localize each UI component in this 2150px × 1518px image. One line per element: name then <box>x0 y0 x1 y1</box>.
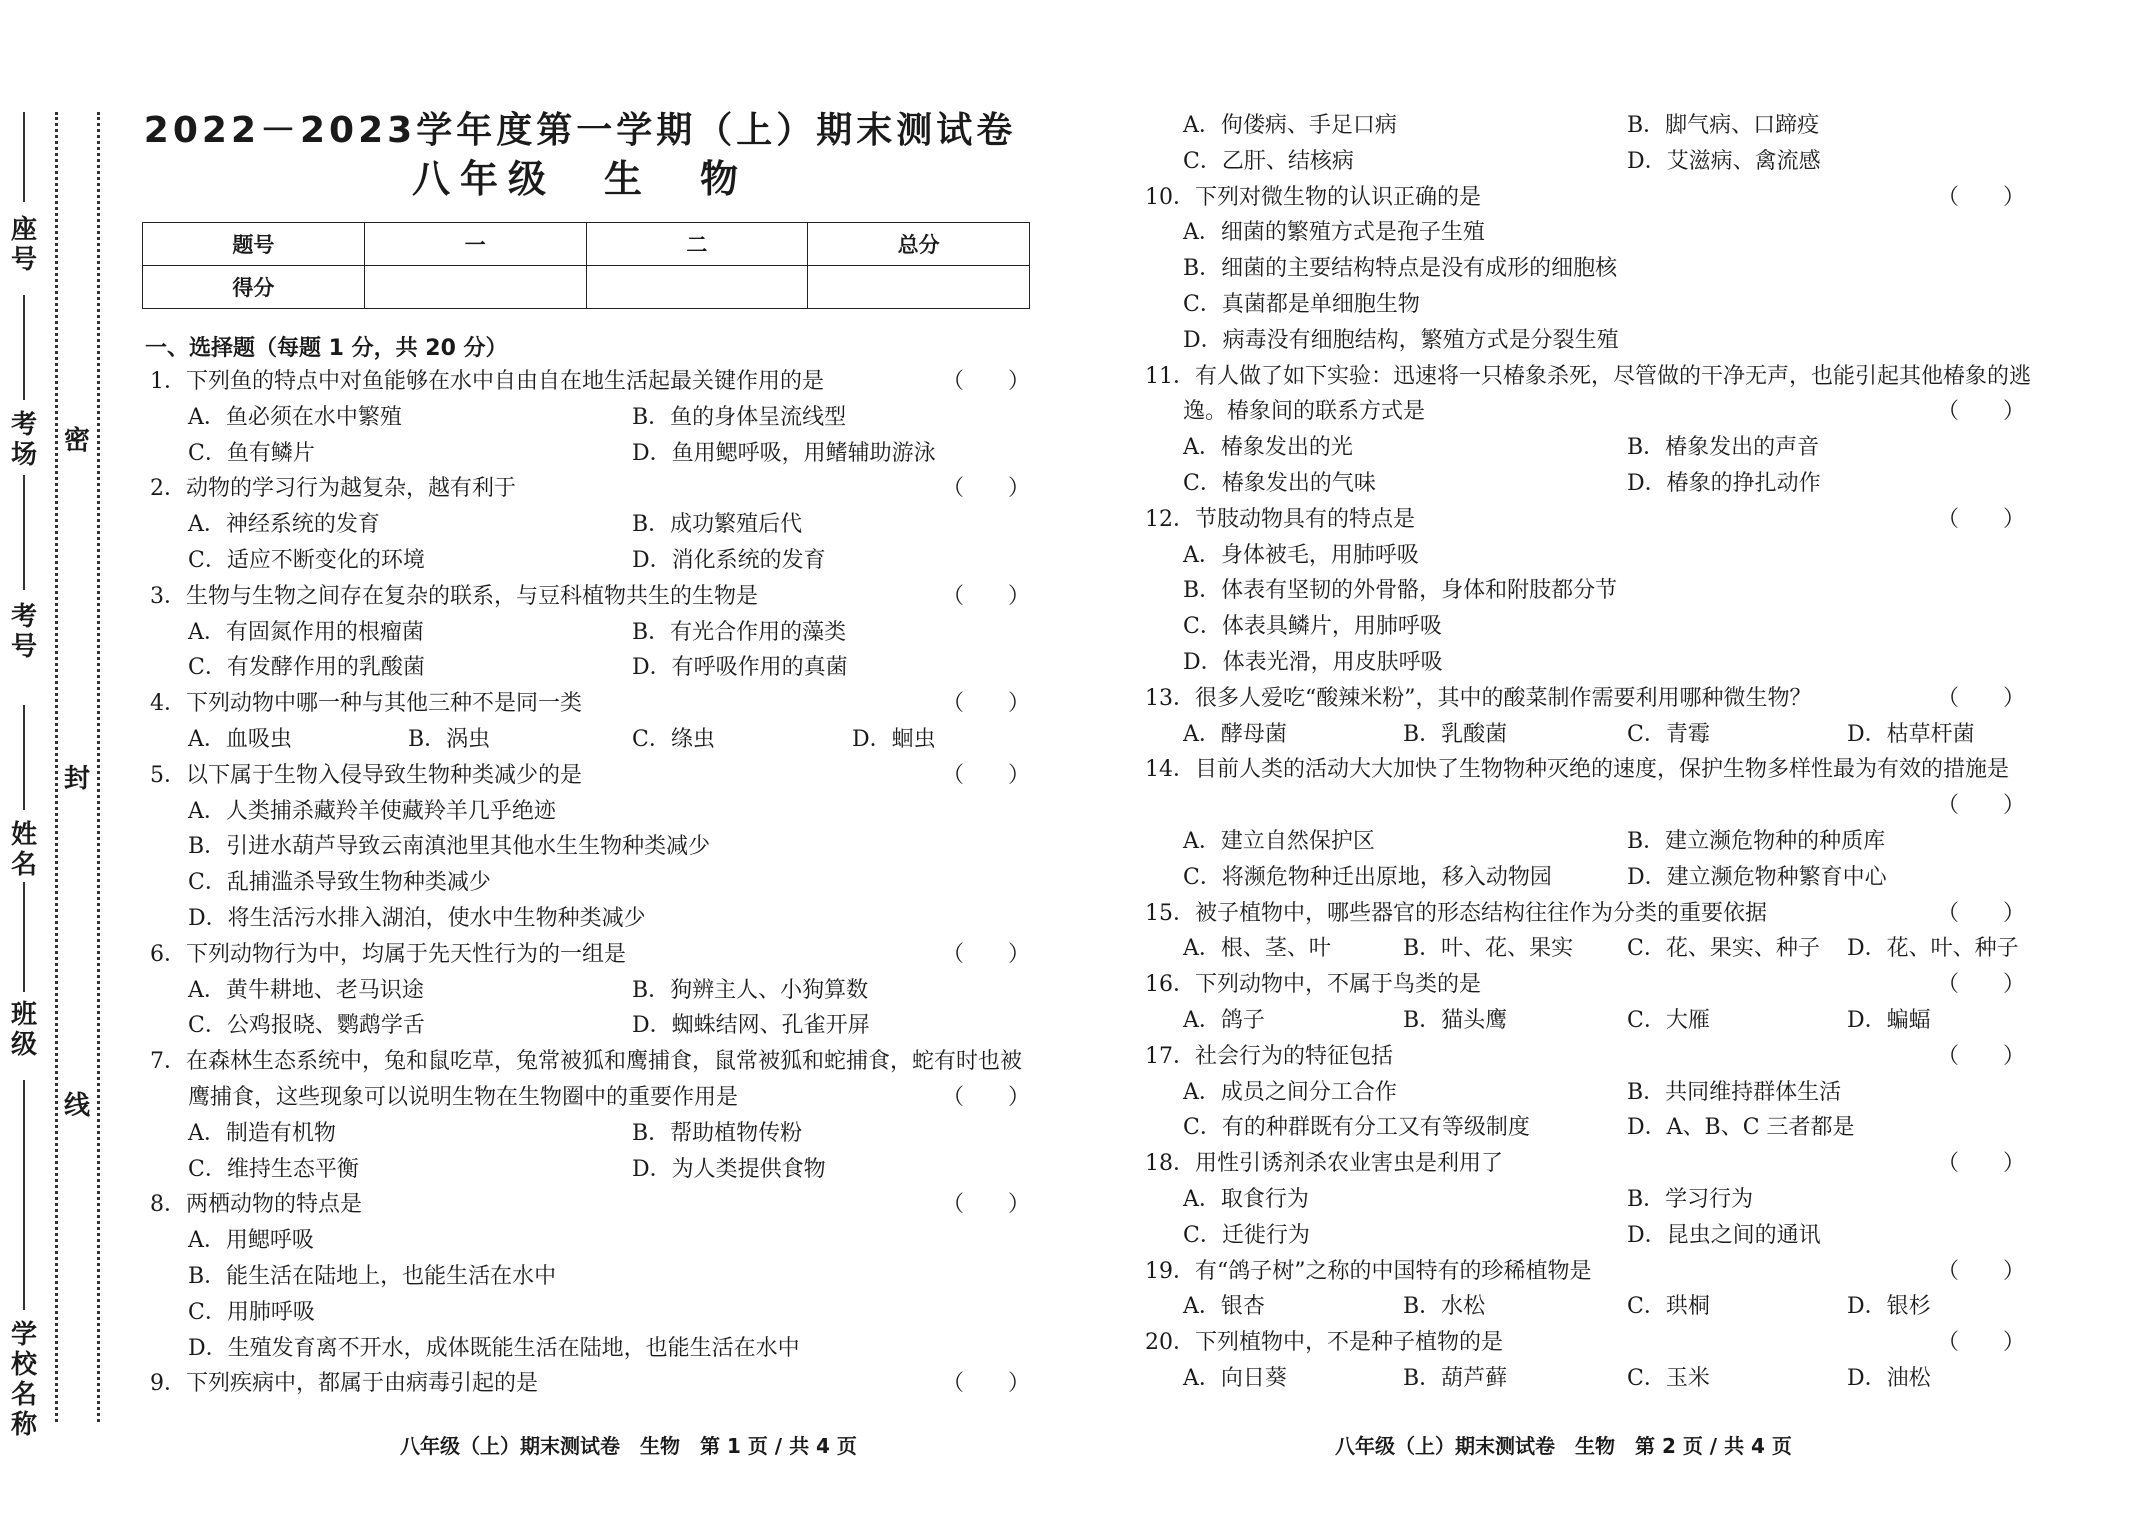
answer-option <box>1145 215 2025 251</box>
answer-options-row <box>1145 430 2025 466</box>
answer-options-row <box>150 1116 1030 1152</box>
answer-options-row <box>150 543 1030 579</box>
question-text: 16．下列动物中，不属于鸟类的是 <box>1145 972 1481 998</box>
question-stem <box>1145 1325 2025 1361</box>
score-cell[interactable] <box>364 266 586 309</box>
answer-bracket[interactable]: （ ） <box>941 1192 1030 1218</box>
answer-options-row <box>1145 1075 2025 1111</box>
option-text[interactable]: D．油松 <box>1847 1365 1931 1391</box>
question-text: 4．下列动物中哪一种与其他三种不是同一类 <box>150 691 582 717</box>
answer-options-row <box>1145 1289 2025 1325</box>
answer-option <box>150 865 1030 901</box>
option-text[interactable]: A．取食行为 <box>1183 1186 1309 1212</box>
option-text[interactable]: D．病毒没有细胞结构，繁殖方式是分裂生殖 <box>1183 327 1619 353</box>
question-stem <box>1145 967 2025 1003</box>
question-text: 7．在森林生态系统中，兔和鼠吃草，兔常被狐和鹰捕食，鼠常被狐和蛇捕食，蛇有时也被 <box>150 1049 1023 1075</box>
option-text[interactable]: D．生殖发育离不开水，成体既能生活在陆地，也能生活在水中 <box>188 1335 800 1361</box>
option-text[interactable]: B．建立濒危物种的种质库 <box>1627 828 1886 854</box>
question-stem <box>1145 359 2031 395</box>
option-text[interactable]: A．人类捕杀藏羚羊使藏羚羊几乎绝迹 <box>188 798 556 824</box>
answer-options-row <box>150 722 1030 758</box>
answer-options-row <box>1145 824 2025 860</box>
answer-options-row <box>1145 1182 2025 1218</box>
answer-options-row <box>1145 860 2025 896</box>
question-stem <box>150 364 1030 400</box>
answer-bracket[interactable]: （ ） <box>1936 506 2025 532</box>
answer-options-row <box>150 507 1030 543</box>
answer-options-row <box>1145 717 2025 753</box>
answer-option <box>150 1259 1030 1295</box>
question-stem <box>1145 502 2025 538</box>
option-text[interactable]: A．黄牛耕地、老马识途 <box>188 977 424 1003</box>
option-text[interactable]: C．椿象发出的气味 <box>1183 470 1376 496</box>
option-text[interactable]: A．建立自然保护区 <box>1183 828 1375 854</box>
answer-bracket[interactable]: （ ） <box>1936 184 2025 210</box>
option-text[interactable]: B．乳酸菌 <box>1403 721 1508 747</box>
option-text[interactable]: A．根、茎、叶 <box>1183 936 1331 962</box>
option-text[interactable]: C．乙肝、结核病 <box>1183 148 1354 174</box>
option-text[interactable]: D．昆虫之间的通讯 <box>1627 1222 1821 1248</box>
seal-dotted-line-outer <box>97 112 100 1422</box>
question-stem <box>1145 752 2025 788</box>
question-stem <box>150 1044 1030 1080</box>
question-stem <box>150 686 1030 722</box>
exam-subtitle: 八年级 生 物 <box>411 157 748 201</box>
answer-bracket[interactable]: （ ） <box>941 476 1030 502</box>
question-text: 12．节肢动物具有的特点是 <box>1145 506 1415 532</box>
option-text[interactable]: A．制造有机物 <box>188 1120 336 1146</box>
question-text: 17．社会行为的特征包括 <box>1145 1043 1393 1069</box>
exam-room-label: 考场 <box>10 410 37 470</box>
answer-options-row <box>150 436 1030 472</box>
answer-option <box>150 1295 1030 1331</box>
score-header-cell: 总分 <box>808 223 1030 266</box>
score-header-cell: 一 <box>364 223 586 266</box>
answer-bracket[interactable]: （ ） <box>1936 1330 2025 1356</box>
option-text[interactable]: D．为人类提供食物 <box>632 1156 826 1182</box>
option-text[interactable]: D．蜘蛛结网、孔雀开屏 <box>632 1013 870 1039</box>
question-text: 13．很多人爱吃“酸辣米粉”，其中的酸菜制作需要利用哪种微生物？ <box>1145 685 1812 711</box>
answer-option <box>1145 251 2025 287</box>
option-text[interactable]: C．青霉 <box>1627 721 1710 747</box>
score-table <box>142 222 1030 309</box>
score-row-label: 得分 <box>143 266 365 309</box>
score-header-cell: 题号 <box>143 223 365 266</box>
name-blank[interactable] <box>23 705 25 810</box>
option-text[interactable]: A．佝偻病、手足口病 <box>1183 113 1397 138</box>
option-text[interactable]: D．将生活污水排入湖泊，使水中生物种类减少 <box>188 905 646 931</box>
answer-bracket[interactable]: （ ） <box>1936 900 2025 926</box>
option-text[interactable]: D．银杉 <box>1847 1294 1931 1320</box>
class-blank[interactable] <box>23 882 25 992</box>
page2-footer: 八年级（上）期末测试卷 生物 第 2 页 / 共 4 页 <box>1335 1434 1792 1458</box>
option-text[interactable]: C．花、果实、种子 <box>1627 936 1820 962</box>
option-text[interactable]: C．有的种群既有分工又有等级制度 <box>1183 1115 1530 1141</box>
option-text[interactable]: A．有固氮作用的根瘤菌 <box>188 619 424 645</box>
answer-options-row <box>1145 1218 2025 1254</box>
question-text: 14．目前人类的活动大大加快了生物物种灭绝的速度，保护生物多样性最为有效的措施是 <box>1145 757 2009 783</box>
answer-options-row <box>1145 466 2025 502</box>
option-text[interactable]: B．共同维持群体生活 <box>1627 1079 1842 1105</box>
question-stem <box>1145 681 2025 717</box>
option-text[interactable]: A．银杏 <box>1183 1294 1265 1320</box>
option-text[interactable]: D．体表光滑，用皮肤呼吸 <box>1183 649 1443 675</box>
option-text[interactable]: A．鱼必须在水中繁殖 <box>188 404 402 430</box>
answer-bracket[interactable]: （ ） <box>941 691 1030 717</box>
question-stem <box>1145 180 2025 216</box>
school-name-blank[interactable] <box>23 1080 25 1310</box>
answer-options-row <box>1145 108 2025 144</box>
answer-options-row <box>150 615 1030 651</box>
question-text: 11．有人做了如下实验：迅速将一只椿象杀死，尽管做的干净无声，也能引起其他椿象的逃 <box>1145 363 2031 389</box>
answer-bracket[interactable]: （ ） <box>1936 793 2025 819</box>
answer-bracket[interactable]: （ ） <box>941 583 1030 609</box>
exam-number-blank[interactable] <box>23 475 25 590</box>
question-text: 5．以下属于生物入侵导致生物种类减少的是 <box>150 762 582 788</box>
option-text[interactable]: D．蝙蝠 <box>1847 1007 1931 1033</box>
option-text[interactable]: C．将濒危物种迁出原地，移入动物园 <box>1183 864 1552 890</box>
option-text[interactable]: D．椿象的挣扎动作 <box>1627 470 1821 496</box>
option-text[interactable]: C．用肺呼吸 <box>188 1299 315 1325</box>
option-text[interactable]: D．花、叶、种子 <box>1847 936 2019 962</box>
question-stem <box>1145 1146 2025 1182</box>
question-stem <box>1145 1254 2025 1290</box>
answer-options-row <box>1145 1003 2025 1039</box>
exam-number-label: 考号 <box>10 602 37 662</box>
answer-option <box>150 794 1030 830</box>
option-text[interactable]: C．鱼有鳞片 <box>188 440 315 466</box>
name-label: 姓名 <box>10 820 37 880</box>
answer-option <box>1145 609 2025 645</box>
question-stem-continued <box>1145 394 2025 430</box>
seal-char-feng: 封 <box>64 764 91 794</box>
question-stem <box>150 758 1030 794</box>
option-text[interactable]: A．血吸虫 <box>188 726 292 752</box>
question-text: 8．两栖动物的特点是 <box>150 1192 362 1218</box>
option-text[interactable]: A．酵母菌 <box>1183 721 1287 747</box>
question-stem <box>1145 1039 2025 1075</box>
option-text[interactable]: B．细菌的主要结构特点是没有成形的细胞核 <box>1183 256 1618 282</box>
option-text[interactable]: B．体表有坚韧的外骨骼，身体和附肢都分节 <box>1183 578 1618 604</box>
answer-option <box>1145 287 2025 323</box>
answer-option <box>1145 323 2025 359</box>
answer-bracket[interactable]: （ ） <box>1936 972 2025 998</box>
answer-options-row <box>1145 931 2025 967</box>
question-text: 18．用性引诱剂杀农业害虫是利用了 <box>1145 1151 1503 1177</box>
question-stem <box>150 579 1030 615</box>
page1-footer: 八年级（上）期末测试卷 生物 第 1 页 / 共 4 页 <box>400 1434 857 1458</box>
answer-options-row <box>1145 1361 2025 1397</box>
option-text[interactable]: D．鱼用鳃呼吸，用鳍辅助游泳 <box>632 440 936 466</box>
option-text[interactable]: C．玉米 <box>1627 1365 1710 1391</box>
option-text[interactable]: C．乱捕滥杀导致生物种类减少 <box>188 870 491 896</box>
score-header-cell: 二 <box>586 223 808 266</box>
answer-options-row <box>150 1152 1030 1188</box>
exam-title: 2022－2023学年度第一学期（上）期末测试卷 <box>143 110 1017 151</box>
answer-option <box>150 829 1030 865</box>
option-text[interactable]: B．涡虫 <box>408 726 491 752</box>
option-text[interactable]: B．成功繁殖后代 <box>632 512 803 538</box>
question-text: 9．下列疾病中，都属于由病毒引起的是 <box>150 1371 538 1397</box>
option-text[interactable]: D．蛔虫 <box>852 726 936 752</box>
option-text[interactable]: C．真菌都是单细胞生物 <box>1183 291 1420 317</box>
answer-bracket[interactable]: （ ） <box>941 369 1030 394</box>
seal-char-xian: 线 <box>64 1091 91 1121</box>
option-text[interactable]: B．学习行为 <box>1627 1186 1754 1212</box>
option-text[interactable]: A．身体被毛，用肺呼吸 <box>1183 542 1419 568</box>
option-text[interactable]: C．有发酵作用的乳酸菌 <box>188 655 425 681</box>
answer-bracket[interactable]: （ ） <box>1936 1258 2025 1284</box>
option-text[interactable]: B．鱼的身体呈流线型 <box>632 404 847 430</box>
option-text[interactable]: C．体表具鳞片，用肺呼吸 <box>1183 614 1442 640</box>
answer-option <box>150 901 1030 937</box>
option-text[interactable]: D．消化系统的发育 <box>632 547 826 573</box>
option-text[interactable]: C．绦虫 <box>632 726 715 752</box>
question-stem <box>150 471 1030 507</box>
option-text[interactable]: B．椿象发出的声音 <box>1627 435 1820 461</box>
answer-options-row <box>150 1008 1030 1044</box>
school-name-label: 学校名称 <box>10 1320 37 1440</box>
score-cell[interactable] <box>586 266 808 309</box>
option-text[interactable]: B．脚气病、口蹄疫 <box>1627 113 1820 138</box>
question-text: 6．下列动物行为中，均属于先天性行为的一组是 <box>150 941 626 967</box>
answer-options-row <box>1145 144 2025 180</box>
seat-number-blank[interactable] <box>23 112 25 202</box>
option-text[interactable]: D．艾滋病、禽流感 <box>1627 148 1821 174</box>
page1-question-column <box>150 364 1030 1402</box>
option-text[interactable]: A．鸽子 <box>1183 1007 1265 1033</box>
option-text[interactable]: B．水松 <box>1403 1294 1486 1320</box>
option-text[interactable]: B．狗辨主人、小狗算数 <box>632 977 869 1003</box>
option-text[interactable]: D．建立濒危物种繁育中心 <box>1627 864 1887 890</box>
question-stem-continued <box>1145 788 2025 824</box>
option-text[interactable]: B．能生活在陆地上，也能生活在水中 <box>188 1263 557 1289</box>
question-text: 10．下列对微生物的认识正确的是 <box>1145 184 1481 210</box>
question-stem <box>150 1187 1030 1223</box>
seal-dotted-line-inner <box>55 112 58 1422</box>
answer-bracket[interactable]: （ ） <box>941 1371 1030 1397</box>
answer-option <box>150 1223 1030 1259</box>
answer-bracket[interactable]: （ ） <box>1936 1151 2025 1177</box>
option-text[interactable]: D．A、B、C 三者都是 <box>1627 1115 1855 1141</box>
answer-options-row <box>1145 1110 2025 1146</box>
answer-option <box>1145 538 2025 574</box>
answer-bracket[interactable]: （ ） <box>1936 399 2025 425</box>
question-stem <box>1145 896 2025 932</box>
answer-options-row <box>150 650 1030 686</box>
answer-bracket[interactable]: （ ） <box>941 1084 1030 1110</box>
question-stem <box>150 1366 1030 1402</box>
option-text[interactable]: A．细菌的繁殖方式是孢子生殖 <box>1183 220 1485 246</box>
score-table-score-row <box>143 266 1030 309</box>
question-text: 1．下列鱼的特点中对鱼能够在水中自由自在地生活起最关键作用的是 <box>150 369 824 394</box>
option-text[interactable]: B．葫芦藓 <box>1403 1365 1508 1391</box>
class-label: 班级 <box>10 1000 37 1060</box>
score-cell[interactable] <box>808 266 1030 309</box>
option-text[interactable]: A．向日葵 <box>1183 1365 1287 1391</box>
option-text[interactable]: D．枯草杆菌 <box>1847 721 1975 747</box>
question-text: 鹰捕食，这些现象可以说明生物在生物圈中的重要作用是 <box>188 1084 739 1110</box>
page2-question-column <box>1145 108 2031 1397</box>
option-text[interactable]: C．适应不断变化的环境 <box>188 547 425 573</box>
option-text[interactable]: C．公鸡报晓、鹦鹉学舌 <box>188 1013 425 1039</box>
answer-bracket[interactable]: （ ） <box>941 762 1030 788</box>
question-text: 20．下列植物中，不是种子植物的是 <box>1145 1330 1503 1356</box>
option-text[interactable]: C．迁徙行为 <box>1183 1222 1310 1248</box>
option-text[interactable]: B．猫头鹰 <box>1403 1007 1508 1033</box>
option-text[interactable]: A．椿象发出的光 <box>1183 435 1353 461</box>
question-stem-continued <box>150 1080 1030 1116</box>
option-text[interactable]: D．有呼吸作用的真菌 <box>632 655 848 681</box>
answer-options-row <box>150 400 1030 436</box>
option-text[interactable]: A．用鳃呼吸 <box>188 1228 314 1254</box>
question-stem <box>150 937 1030 973</box>
option-text[interactable]: C．大雁 <box>1627 1007 1710 1033</box>
answer-option <box>1145 645 2025 681</box>
answer-option <box>150 1331 1030 1367</box>
option-text[interactable]: B．帮助植物传粉 <box>632 1120 803 1146</box>
answer-bracket[interactable]: （ ） <box>1936 1043 2025 1069</box>
question-text <box>1145 793 1183 818</box>
exam-room-blank[interactable] <box>23 295 25 400</box>
answer-bracket[interactable]: （ ） <box>941 941 1030 967</box>
option-text[interactable]: C．维持生态平衡 <box>188 1156 359 1182</box>
option-text[interactable]: B．引进水葫芦导致云南滇池里其他水生生物种类减少 <box>188 834 711 860</box>
score-table-header-row <box>143 223 1030 266</box>
section-title: 一、选择题（每题 1 分，共 20 分） <box>145 336 508 361</box>
question-text: 19．有“鸽子树”之称的中国特有的珍稀植物是 <box>1145 1258 1592 1284</box>
answer-option <box>1145 573 2025 609</box>
question-text: 2．动物的学习行为越复杂，越有利于 <box>150 476 516 502</box>
option-text[interactable]: A．成员之间分工合作 <box>1183 1079 1397 1105</box>
option-text[interactable]: A．神经系统的发育 <box>188 512 380 538</box>
seat-number-label: 座号 <box>10 215 37 275</box>
question-text: 逸。椿象间的联系方式是 <box>1183 399 1426 425</box>
seal-char-mi: 密 <box>64 426 91 456</box>
question-text: 15．被子植物中，哪些器官的形态结构往往作为分类的重要依据 <box>1145 900 1767 926</box>
option-text[interactable]: B．有光合作用的藻类 <box>632 619 847 645</box>
answer-bracket[interactable]: （ ） <box>1936 685 2025 711</box>
answer-options-row <box>150 973 1030 1009</box>
option-text[interactable]: B．叶、花、果实 <box>1403 936 1574 962</box>
question-text: 3．生物与生物之间存在复杂的联系，与豆科植物共生的生物是 <box>150 583 758 609</box>
option-text[interactable]: C．珙桐 <box>1627 1294 1710 1320</box>
